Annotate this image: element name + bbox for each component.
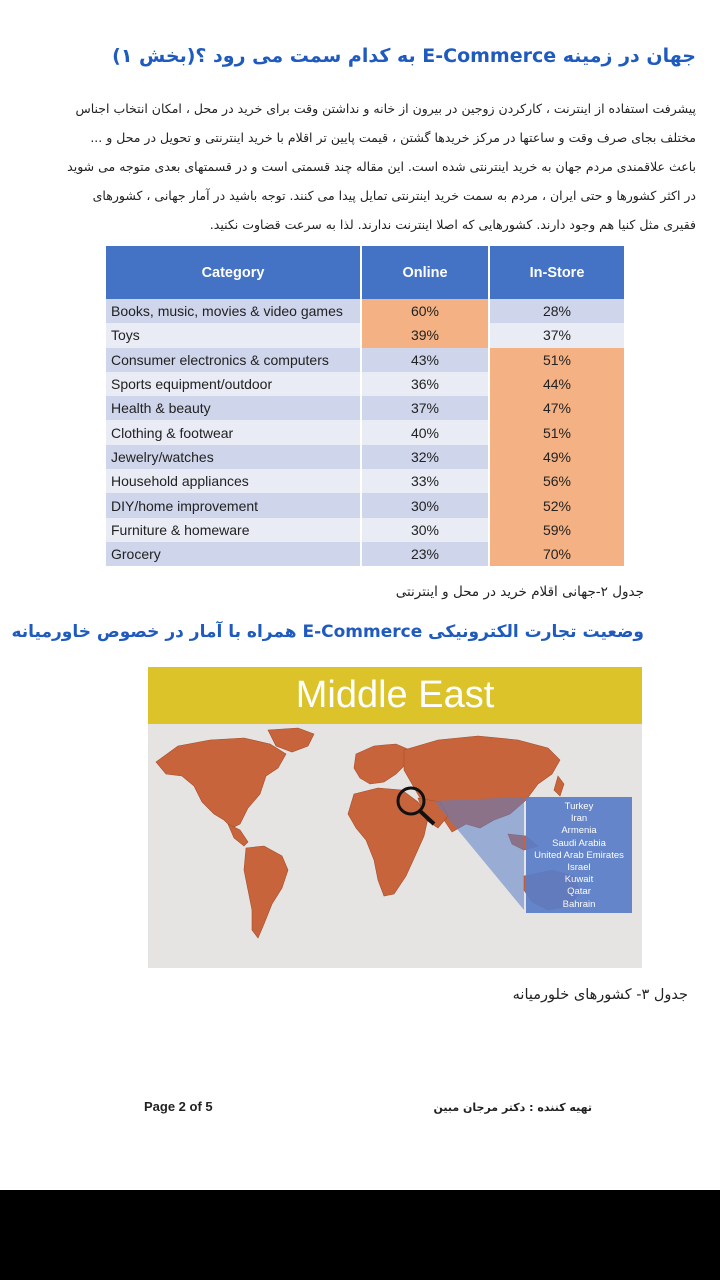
category-cell: Books, music, movies & video games [106, 299, 361, 323]
table-caption: جدول ۲-جهانی اقلام خرید در محل و اینترنتی [395, 584, 644, 600]
category-cell: Furniture & homeware [106, 518, 361, 542]
category-cell: Clothing & footwear [106, 420, 361, 444]
online-cell: 40% [361, 420, 489, 444]
category-cell: Toys [106, 323, 361, 347]
online-cell: 33% [361, 469, 489, 493]
online-cell: 60% [361, 299, 489, 323]
table-header-row [106, 246, 624, 299]
intro-paragraph [20, 94, 696, 239]
instore-cell: 59% [489, 518, 624, 542]
online-cell: 23% [361, 542, 489, 566]
country-name: Armenia [561, 825, 597, 837]
instore-cell: 51% [489, 348, 624, 372]
map-banner: Middle East [148, 667, 642, 724]
online-cell: 39% [361, 323, 489, 347]
map-caption: جدول ۳- کشورهای خلورمیانه [512, 987, 688, 1003]
header-category: Category [106, 246, 361, 299]
table-row [106, 323, 624, 347]
instore-cell: 28% [489, 299, 624, 323]
online-cell: 32% [361, 445, 489, 469]
table-row [106, 493, 624, 517]
paragraph-line: باعث علاقمندی مردم جهان به خرید اینترنتی شده است. این مقاله چند قسمتی است و در قسمتهای بعدی متوجه می شوید [67, 159, 696, 174]
south-america-landmass [244, 846, 288, 938]
category-cell: Household appliances [106, 469, 361, 493]
online-cell: 30% [361, 493, 489, 517]
category-cell: DIY/home improvement [106, 493, 361, 517]
category-cell: Consumer electronics & computers [106, 348, 361, 372]
table-row [106, 348, 624, 372]
table-row [106, 420, 624, 444]
page-title: جهان در زمینه E-Commerce به کدام سمت می رود ؟(بخش ۱) [112, 45, 696, 67]
europe-landmass [354, 744, 410, 784]
country-name: Israel [567, 862, 591, 874]
page-number: Page 2 of 5 [144, 1099, 213, 1114]
country-list-box [526, 797, 632, 913]
table-row [106, 372, 624, 396]
table-row [106, 396, 624, 420]
instore-cell: 56% [489, 469, 624, 493]
middle-east-map-figure [148, 667, 642, 968]
instore-cell: 52% [489, 493, 624, 517]
table-row [106, 445, 624, 469]
table-row [106, 518, 624, 542]
africa-landmass [348, 788, 428, 896]
instore-cell: 51% [489, 420, 624, 444]
online-cell: 43% [361, 348, 489, 372]
country-name: Saudi Arabia [552, 837, 606, 849]
header-online: Online [361, 246, 489, 299]
country-name: Turkey [564, 801, 594, 812]
north-america-landmass [156, 738, 286, 828]
bottom-bar [0, 1190, 720, 1280]
zoom-beam [434, 797, 524, 910]
instore-cell: 37% [489, 323, 624, 347]
paragraph-line: مختلف بجای صرف وقت و ساعتها در مرکز خریدها گشتن ، قیمت پایین تر اقلام با خرید اینترنتی و تحویل در محل و ... [90, 130, 696, 145]
paragraph-line: فقیری مثل کنیا هم وجود دارند. کشورهایی که اصلا اینترنت ندارند. لذا به سرعت قضاوت نکنید. [209, 217, 696, 232]
category-cell: Sports equipment/outdoor [106, 372, 361, 396]
footer-author: تهیه کننده : دکتر مرجان مبین [433, 1101, 592, 1114]
category-cell: Health & beauty [106, 396, 361, 420]
central-america-landmass [228, 824, 248, 846]
instore-cell: 70% [489, 542, 624, 566]
country-name: Qatar [567, 886, 591, 898]
country-name: United Arab Emirates [534, 849, 624, 861]
paragraph-line: در اکثر کشورها و حتی ایران ، مردم به سمت خرید اینترنتی تمایل پیدا می کنند. توجه باشید در آمار جهانی ، کشورهای [92, 188, 696, 203]
table-row [106, 299, 624, 323]
header-instore: In-Store [489, 246, 624, 299]
table-row [106, 542, 624, 566]
category-cell: Jewelry/watches [106, 445, 361, 469]
section-heading: وضعیت تجارت الکترونیکی E-Commerce همراه با آمار در خصوص خاورمیانه [11, 622, 644, 642]
country-name: Iran [570, 813, 588, 825]
instore-cell: 47% [489, 396, 624, 420]
online-cell: 36% [361, 372, 489, 396]
table-row [106, 469, 624, 493]
paragraph-line: پیشرفت استفاده از اینترنت ، کارکردن زوجین در بیرون از خانه و نداشتن وقت برای خرید در محل ، امکان انتخاب اجناس [75, 101, 696, 116]
instore-cell: 44% [489, 372, 624, 396]
online-cell: 30% [361, 518, 489, 542]
instore-cell: 49% [489, 445, 624, 469]
online-cell: 37% [361, 396, 489, 420]
shopping-category-table [106, 246, 624, 566]
country-name: Kuwait [564, 874, 594, 886]
category-cell: Grocery [106, 542, 361, 566]
japan-landmass [554, 776, 564, 796]
country-name: Bahrain [562, 898, 596, 910]
